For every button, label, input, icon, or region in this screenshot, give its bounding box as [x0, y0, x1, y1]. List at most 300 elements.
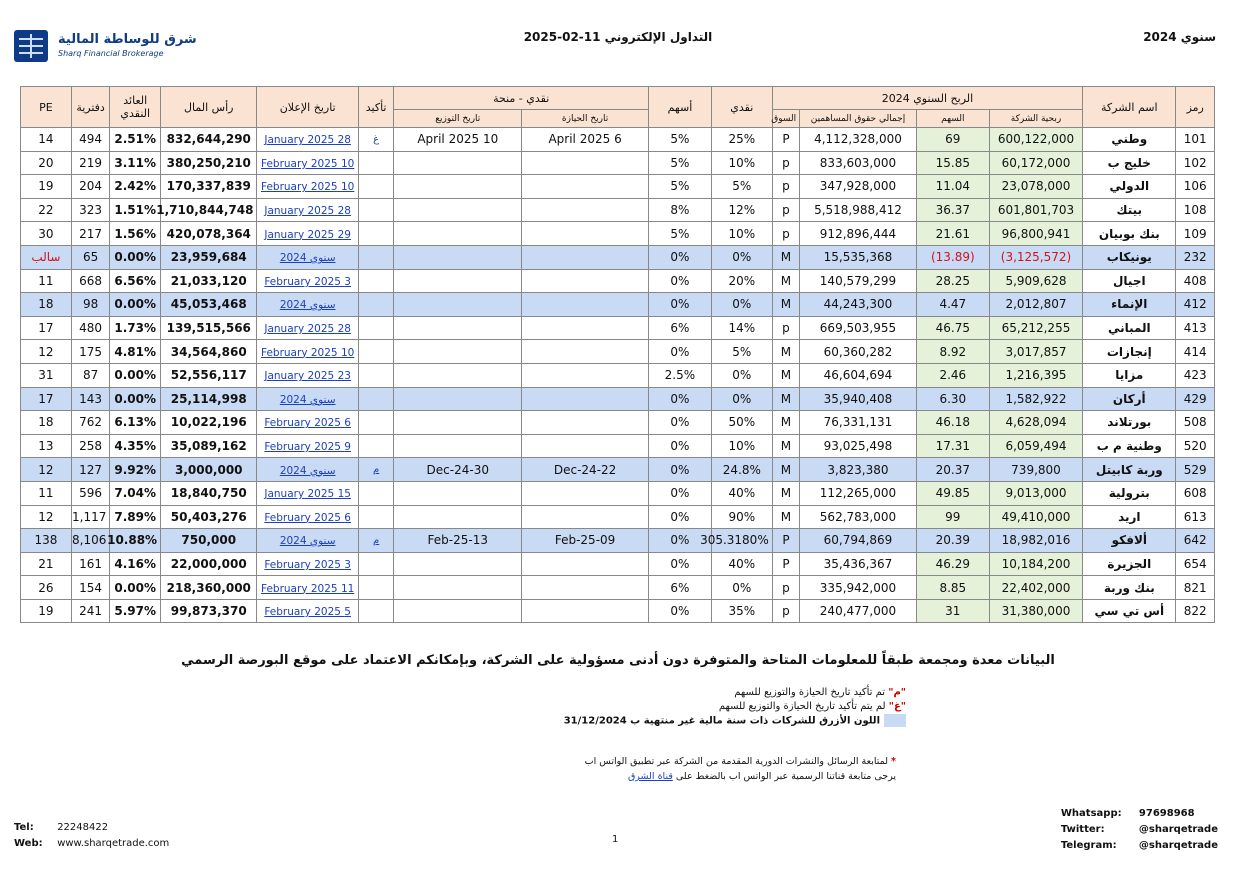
- cell-market: M: [772, 245, 799, 269]
- cell-shares: 0%: [648, 434, 711, 458]
- cell-confirm[interactable]: [358, 151, 394, 175]
- cell-capital: 832,644,290: [161, 128, 257, 152]
- cell-pe: 138: [21, 529, 72, 553]
- cell-book: 217: [71, 222, 110, 246]
- cell-capital: 34,564,860: [161, 340, 257, 364]
- contact-left: [14, 820, 169, 852]
- logo-arabic-text: شرق للوساطة المالية: [58, 32, 197, 47]
- table-row: [21, 599, 1215, 623]
- cell-book: 204: [71, 175, 110, 199]
- cell-pe: 13: [21, 434, 72, 458]
- col-annual-profit: الربح السنوي 2024: [772, 87, 1082, 110]
- cell-shares: 0%: [648, 411, 711, 435]
- cell-capital: 750,000: [161, 529, 257, 553]
- cell-shares: 0%: [648, 387, 711, 411]
- cell-confirm[interactable]: [358, 245, 394, 269]
- cell-company-profit: 49,410,000: [989, 505, 1082, 529]
- cell-cash: 24.8%: [711, 458, 772, 482]
- cell-code: 654: [1176, 552, 1215, 576]
- cell-equity: 60,360,282: [800, 340, 917, 364]
- announce-link[interactable]: 3 February 2025: [264, 558, 351, 571]
- cell-company-name: وطني: [1083, 128, 1176, 152]
- cell-holding-date: [522, 576, 649, 600]
- announce-link[interactable]: 5 February 2025: [264, 606, 351, 619]
- cell-market: M: [772, 411, 799, 435]
- cell-market: M: [772, 481, 799, 505]
- announce-link[interactable]: 10 February 2025: [261, 157, 355, 170]
- cell-pe: 20: [21, 151, 72, 175]
- logo-english-text: Sharq Financial Brokerage: [58, 49, 164, 58]
- table-row: [21, 198, 1215, 222]
- cell-company-name: اريد: [1083, 505, 1176, 529]
- cell-book: 1,117: [71, 505, 110, 529]
- cell-holding-date: [522, 434, 649, 458]
- cell-confirm[interactable]: [358, 269, 394, 293]
- cell-code: 408: [1176, 269, 1215, 293]
- cell-market: p: [772, 222, 799, 246]
- cell-code: 109: [1176, 222, 1215, 246]
- cell-market: M: [772, 293, 799, 317]
- cell-company-profit: 10,184,200: [989, 552, 1082, 576]
- cell-shares: 5%: [648, 175, 711, 199]
- announce-link[interactable]: 23 January 2025: [264, 370, 351, 383]
- announce-link[interactable]: 10 February 2025: [261, 181, 355, 194]
- cell-confirm[interactable]: [358, 481, 394, 505]
- cell-eps: 2.46: [916, 363, 989, 387]
- cell-shares: 0%: [648, 552, 711, 576]
- cell-pe: 18: [21, 293, 72, 317]
- cell-company-profit: 739,800: [989, 458, 1082, 482]
- cell-holding-date: 09-Feb-25: [522, 529, 649, 553]
- col-equity: إجمالي حقوق المساهمين: [800, 110, 917, 128]
- cell-market: M: [772, 434, 799, 458]
- cell-equity: 669,503,955: [800, 316, 917, 340]
- cell-book: 154: [71, 576, 110, 600]
- table-row: [21, 340, 1215, 364]
- announce-link[interactable]: 28 January 2025: [264, 134, 351, 147]
- table-row: [21, 128, 1215, 152]
- cell-dist-date: [394, 340, 522, 364]
- cell-yield: 4.16%: [110, 552, 161, 576]
- cell-dist-date: 13-Feb-25: [394, 529, 522, 553]
- tel-number[interactable]: 22248422: [57, 822, 109, 833]
- announce-link[interactable]: 29 January 2025: [264, 228, 351, 241]
- cell-dist-date: [394, 552, 522, 576]
- cell-yield: 6.56%: [110, 269, 161, 293]
- cell-confirm[interactable]: [358, 175, 394, 199]
- cell-book: 161: [71, 552, 110, 576]
- follow-note: لمتابعة الرسائل والنشرات الدورية المقدمة من الشركة عبر تطبيق الواتس اب: [584, 756, 888, 767]
- cell-dist-date: [394, 293, 522, 317]
- cell-code: 108: [1176, 198, 1215, 222]
- cell-confirm[interactable]: [358, 340, 394, 364]
- cell-announce-date: [257, 128, 358, 152]
- cell-company-profit: 601,801,703: [989, 198, 1082, 222]
- table-row: [21, 222, 1215, 246]
- cell-pe: 17: [21, 387, 72, 411]
- cell-eps: 46.29: [916, 552, 989, 576]
- announce-link[interactable]: سنوي 2024: [279, 252, 336, 265]
- cell-book: 241: [71, 599, 110, 623]
- col-eps: السهم: [916, 110, 989, 128]
- announce-link[interactable]: سنوي 2024: [279, 393, 336, 406]
- unconfirmed-note: لم يتم تأكيد تاريخ الحيازة والتوزيع للسهم: [718, 701, 886, 712]
- cell-shares: 0%: [648, 340, 711, 364]
- cell-eps: 6.30: [916, 387, 989, 411]
- cell-holding-date: [522, 198, 649, 222]
- table-row: [21, 151, 1215, 175]
- cell-cash: 5%: [711, 340, 772, 364]
- cell-capital: 25,114,998: [161, 387, 257, 411]
- cell-shares: 5%: [648, 128, 711, 152]
- col-cash: نقدي: [711, 87, 772, 128]
- cell-book: 219: [71, 151, 110, 175]
- cell-confirm[interactable]: [358, 316, 394, 340]
- cell-yield: 0.00%: [110, 363, 161, 387]
- cell-announce-date: [257, 529, 358, 553]
- cell-equity: 112,265,000: [800, 481, 917, 505]
- cell-confirm[interactable]: [358, 411, 394, 435]
- cell-company-profit: 23,078,000: [989, 175, 1082, 199]
- cell-holding-date: [522, 363, 649, 387]
- cell-holding-date: [522, 411, 649, 435]
- cell-code: 529: [1176, 458, 1215, 482]
- cell-equity: 347,928,000: [800, 175, 917, 199]
- cell-holding-date: [522, 316, 649, 340]
- cell-eps: 49.85: [916, 481, 989, 505]
- confirmed-note: تم تأكيد تاريخ الحيازة والتوزيع للسهم: [734, 687, 886, 698]
- cell-code: 423: [1176, 363, 1215, 387]
- logo-globe-icon: [14, 30, 48, 62]
- cell-pe: 11: [21, 269, 72, 293]
- cell-code: 613: [1176, 505, 1215, 529]
- cell-equity: 60,794,869: [800, 529, 917, 553]
- cell-company-profit: 4,628,094: [989, 411, 1082, 435]
- cell-yield: 10.88%: [110, 529, 161, 553]
- cell-cash: 10%: [711, 151, 772, 175]
- announce-link[interactable]: 9 February 2025: [264, 441, 351, 454]
- cell-code: 520: [1176, 434, 1215, 458]
- table-row: [21, 175, 1215, 199]
- cell-holding-date: [522, 175, 649, 199]
- cell-capital: 139,515,566: [161, 316, 257, 340]
- cell-shares: 0%: [648, 245, 711, 269]
- cell-eps: 8.92: [916, 340, 989, 364]
- blue-note: اللون الأزرق للشركات ذات سنة مالية غير منتهية ب 31/12/2024: [563, 715, 880, 727]
- table-row: [21, 363, 1215, 387]
- cell-yield: 7.04%: [110, 481, 161, 505]
- twitter-label: Twitter:: [1060, 824, 1105, 835]
- cell-confirm[interactable]: [358, 222, 394, 246]
- cell-cash: 40%: [711, 552, 772, 576]
- channel-link[interactable]: قناة الشرق: [627, 771, 673, 782]
- cell-equity: 5,518,988,412: [800, 198, 917, 222]
- cell-shares: 0%: [648, 458, 711, 482]
- cell-market: p: [772, 316, 799, 340]
- table-row: [21, 293, 1215, 317]
- cell-eps: 8.85: [916, 576, 989, 600]
- cell-cash: 0%: [711, 245, 772, 269]
- announce-link[interactable]: 3 February 2025: [264, 275, 351, 288]
- col-pe: PE: [21, 87, 72, 128]
- cell-book: 596: [71, 481, 110, 505]
- cell-equity: 833,603,000: [800, 151, 917, 175]
- cell-eps: 36.37: [916, 198, 989, 222]
- follow-notes: [585, 754, 896, 784]
- announce-link[interactable]: 6 February 2025: [264, 417, 351, 430]
- cell-announce-date: [257, 293, 358, 317]
- announce-link[interactable]: 28 January 2025: [264, 205, 351, 218]
- cell-pe: 31: [21, 363, 72, 387]
- cell-eps: 15.85: [916, 151, 989, 175]
- cell-pe: 14: [21, 128, 72, 152]
- cell-cash: 10%: [711, 222, 772, 246]
- whatsapp-label: Whatsapp:: [1060, 808, 1122, 819]
- cell-book: 668: [71, 269, 110, 293]
- cell-company-profit: 96,800,941: [989, 222, 1082, 246]
- cell-eps: 28.25: [916, 269, 989, 293]
- cell-dist-date: [394, 269, 522, 293]
- cell-dist-date: [394, 198, 522, 222]
- announce-link[interactable]: 6 February 2025: [264, 511, 351, 524]
- cell-cash: 20%: [711, 269, 772, 293]
- cell-code: 821: [1176, 576, 1215, 600]
- announce-link[interactable]: 28 January 2025: [264, 323, 351, 336]
- cell-eps: 20.37: [916, 458, 989, 482]
- cell-code: 642: [1176, 529, 1215, 553]
- cell-confirm[interactable]: غ: [358, 128, 394, 152]
- cell-dist-date: [394, 434, 522, 458]
- cell-yield: 4.35%: [110, 434, 161, 458]
- cell-shares: 6%: [648, 316, 711, 340]
- cell-capital: 35,089,162: [161, 434, 257, 458]
- cell-holding-date: [522, 293, 649, 317]
- table-row: [21, 411, 1215, 435]
- cell-dist-date: [394, 576, 522, 600]
- cell-company-name: بنك وربة: [1083, 576, 1176, 600]
- cell-capital: 45,053,468: [161, 293, 257, 317]
- web-link[interactable]: www.sharqetrade.com: [57, 838, 170, 849]
- cell-announce-date: [257, 552, 358, 576]
- cell-book: 8,106: [71, 529, 110, 553]
- cell-holding-date: [522, 481, 649, 505]
- cell-holding-date: [522, 387, 649, 411]
- cell-company-name: بيتك: [1083, 198, 1176, 222]
- cell-capital: 170,337,839: [161, 175, 257, 199]
- col-confirm: تأكيد: [358, 87, 394, 128]
- report-title: التداول الإلكتروني 11-02-2025: [523, 30, 713, 44]
- cell-market: P: [772, 529, 799, 553]
- cell-dist-date: [394, 505, 522, 529]
- whatsapp-number[interactable]: 97698968: [1138, 808, 1195, 819]
- cell-confirm[interactable]: [358, 599, 394, 623]
- announce-link[interactable]: 15 January 2025: [264, 488, 351, 501]
- cell-company-profit: 600,122,000: [989, 128, 1082, 152]
- table-row: [21, 269, 1215, 293]
- twitter-handle[interactable]: @sharqetrade: [1138, 824, 1218, 835]
- cell-pe: 21: [21, 552, 72, 576]
- cell-holding-date: [522, 599, 649, 623]
- cell-yield: 0.00%: [110, 576, 161, 600]
- web-label: Web:: [14, 838, 43, 849]
- cell-confirm[interactable]: [358, 505, 394, 529]
- table-row: [21, 552, 1215, 576]
- cell-company-profit: 60,172,000: [989, 151, 1082, 175]
- cell-dist-date: 10 April 2025: [394, 128, 522, 152]
- cell-dist-date: [394, 175, 522, 199]
- table-row: [21, 481, 1215, 505]
- cell-shares: 2.5%: [648, 363, 711, 387]
- cell-announce-date: [257, 363, 358, 387]
- cell-company-name: الجزيرة: [1083, 552, 1176, 576]
- announce-link[interactable]: سنوي 2024: [279, 535, 336, 548]
- cell-announce-date: [257, 505, 358, 529]
- cell-company-name: بترولية: [1083, 481, 1176, 505]
- cell-company-name: وطنية م ب: [1083, 434, 1176, 458]
- cell-capital: 21,033,120: [161, 269, 257, 293]
- table-row: [21, 576, 1215, 600]
- cell-equity: 335,942,000: [800, 576, 917, 600]
- cell-capital: 420,078,364: [161, 222, 257, 246]
- cell-capital: 10,022,196: [161, 411, 257, 435]
- cell-company-profit: 1,216,395: [989, 363, 1082, 387]
- announce-link[interactable]: سنوي 2024: [279, 464, 336, 477]
- cell-company-profit: 2,012,807: [989, 293, 1082, 317]
- cell-announce-date: [257, 411, 358, 435]
- cell-eps: 46.75: [916, 316, 989, 340]
- cell-company-name: بنك بوبيان: [1083, 222, 1176, 246]
- cell-company-profit: (3,125,572): [989, 245, 1082, 269]
- announce-link[interactable]: 11 February 2025: [261, 582, 355, 595]
- cell-cash: 14%: [711, 316, 772, 340]
- col-market: السوق: [772, 110, 799, 128]
- cell-code: 413: [1176, 316, 1215, 340]
- cell-pe: 12: [21, 505, 72, 529]
- table-row: [21, 434, 1215, 458]
- cell-dist-date: [394, 151, 522, 175]
- cell-equity: 76,331,131: [800, 411, 917, 435]
- cell-holding-date: [522, 340, 649, 364]
- col-company-profit: ربحية الشركة: [989, 110, 1082, 128]
- cell-confirm[interactable]: [358, 293, 394, 317]
- table-row: [21, 458, 1215, 482]
- cell-company-profit: 31,380,000: [989, 599, 1082, 623]
- cell-pe: 30: [21, 222, 72, 246]
- tel-label: Tel:: [14, 822, 34, 833]
- cell-capital: 1,710,844,748: [161, 198, 257, 222]
- cell-cash: 5%: [711, 175, 772, 199]
- cell-capital: 99,873,370: [161, 599, 257, 623]
- cell-confirm[interactable]: م: [358, 458, 394, 482]
- cell-equity: 15,535,368: [800, 245, 917, 269]
- cell-eps: 4.47: [916, 293, 989, 317]
- telegram-handle[interactable]: @sharqetrade: [1138, 840, 1218, 851]
- cell-capital: 3,000,000: [161, 458, 257, 482]
- cell-dist-date: [394, 387, 522, 411]
- table-row: [21, 316, 1215, 340]
- cell-announce-date: [257, 151, 358, 175]
- cell-market: p: [772, 599, 799, 623]
- cell-market: M: [772, 505, 799, 529]
- cell-capital: 22,000,000: [161, 552, 257, 576]
- cell-code: 429: [1176, 387, 1215, 411]
- cell-pe: 19: [21, 175, 72, 199]
- cell-cash: 12%: [711, 198, 772, 222]
- cell-capital: 23,959,684: [161, 245, 257, 269]
- cell-code: 414: [1176, 340, 1215, 364]
- cell-dist-date: 30-Dec-24: [394, 458, 522, 482]
- cell-confirm[interactable]: م: [358, 529, 394, 553]
- cell-company-profit: 6,059,494: [989, 434, 1082, 458]
- announce-link[interactable]: 10 February 2025: [261, 346, 355, 359]
- cell-confirm[interactable]: [358, 434, 394, 458]
- cell-code: 508: [1176, 411, 1215, 435]
- cell-cash: 0%: [711, 576, 772, 600]
- companies-table: [20, 86, 1215, 623]
- cell-yield: 0.00%: [110, 245, 161, 269]
- cell-yield: 0.00%: [110, 387, 161, 411]
- cell-code: 608: [1176, 481, 1215, 505]
- cell-confirm[interactable]: [358, 552, 394, 576]
- cell-dist-date: [394, 316, 522, 340]
- cell-cash: 50%: [711, 411, 772, 435]
- company-logo: [14, 30, 197, 62]
- col-announce-date: تاريخ الإعلان: [257, 87, 358, 128]
- cell-shares: 0%: [648, 505, 711, 529]
- cell-code: 106: [1176, 175, 1215, 199]
- cell-equity: 562,783,000: [800, 505, 917, 529]
- unconfirmed-mark: "غ": [888, 701, 906, 712]
- cell-cash: 0%: [711, 363, 772, 387]
- cell-equity: 140,579,299: [800, 269, 917, 293]
- cell-cash: 25%: [711, 128, 772, 152]
- cell-cash: 0%: [711, 293, 772, 317]
- cell-announce-date: [257, 387, 358, 411]
- cell-confirm[interactable]: [358, 387, 394, 411]
- announce-link[interactable]: سنوي 2024: [279, 299, 336, 312]
- cell-company-profit: 3,017,857: [989, 340, 1082, 364]
- cell-market: p: [772, 198, 799, 222]
- col-dist-date: تاريخ التوزيع: [394, 110, 522, 128]
- star-mark: *: [891, 756, 896, 767]
- cell-confirm[interactable]: [358, 198, 394, 222]
- cell-holding-date: 22-Dec-24: [522, 458, 649, 482]
- cell-holding-date: 6 April 2025: [522, 128, 649, 152]
- cell-holding-date: [522, 552, 649, 576]
- cell-book: 143: [71, 387, 110, 411]
- cell-market: P: [772, 128, 799, 152]
- cell-confirm[interactable]: [358, 363, 394, 387]
- cell-shares: 6%: [648, 576, 711, 600]
- cell-book: 258: [71, 434, 110, 458]
- cell-yield: 7.89%: [110, 505, 161, 529]
- cell-book: 762: [71, 411, 110, 435]
- cell-book: 175: [71, 340, 110, 364]
- disclaimer: البيانات معدة ومجمعة طبقاً للمعلومات المتاحة والمتوفرة دون أدنى مسؤولية على الشركة، وبإمكانكم الاعتماد على موقع البورصة الرسمي: [181, 653, 1055, 668]
- cell-eps: 46.18: [916, 411, 989, 435]
- cell-code: 822: [1176, 599, 1215, 623]
- cell-company-profit: 65,212,255: [989, 316, 1082, 340]
- cell-code: 102: [1176, 151, 1215, 175]
- col-shares: أسهم: [648, 87, 711, 128]
- cell-yield: 6.13%: [110, 411, 161, 435]
- cell-equity: 46,604,694: [800, 363, 917, 387]
- cell-confirm[interactable]: [358, 576, 394, 600]
- cell-dist-date: [394, 363, 522, 387]
- cell-capital: 218,360,000: [161, 576, 257, 600]
- cell-dist-date: [394, 599, 522, 623]
- cell-book: 98: [71, 293, 110, 317]
